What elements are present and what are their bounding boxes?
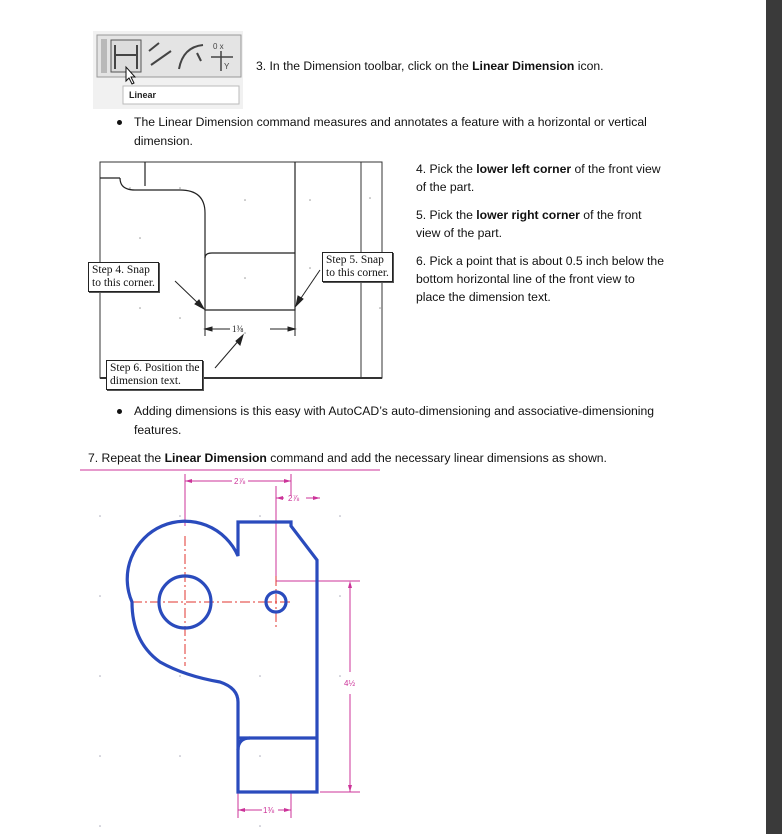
part-outline [127, 521, 317, 792]
figure1-dim-text: 1⅜ [232, 324, 244, 334]
step3-text: 3. In the Dimension toolbar, click on the Linear Dimension icon. [256, 59, 604, 73]
step6-line2: bottom horizontal line of the front view to [416, 272, 635, 286]
viewer-edge [766, 0, 782, 834]
bullet2-line2: features. [134, 423, 182, 437]
callout-step6 [106, 360, 203, 390]
bullet1-line2: dimension. [134, 134, 193, 148]
callout-step6-line1: Step 6. Position the [110, 362, 200, 374]
bullet-dot [117, 120, 122, 125]
step5-line1: 5. Pick the lower right corner of the front [416, 208, 642, 222]
dimension-lines [80, 470, 380, 818]
bullet-dot [117, 409, 122, 414]
step6-line1: 6. Pick a point that is about 0.5 inch below the [416, 254, 664, 268]
bullet1-line1: The Linear Dimension command measures and annotates a feature with a horizontal or vertical [134, 115, 647, 129]
dim-top-text: 2⅞ [234, 477, 246, 486]
step6-line3: place the dimension text. [416, 290, 551, 304]
dim-right-text: 4½ [344, 679, 356, 688]
callout-step5 [322, 252, 393, 282]
svg-text:Y: Y [224, 62, 230, 71]
svg-text:0 x: 0 x [213, 42, 224, 51]
dim-upper-text: 2⅞ [288, 494, 300, 503]
callout-step4 [88, 262, 159, 292]
figure-part-dimensions [80, 466, 400, 834]
step5-line2: view of the part. [416, 226, 503, 240]
step4-line2: of the part. [416, 180, 475, 194]
grid-dots [99, 515, 341, 827]
callout-step4-line1: Step 4. Snap [92, 264, 150, 276]
dimension-arrowheads [185, 479, 352, 812]
item7-text: 7. Repeat the Linear Dimension command and add the necessary linear dimensions as shown. [88, 451, 607, 465]
callout-step4-line2: to this corner. [92, 277, 155, 289]
linear-tooltip: Linear [129, 90, 157, 100]
dimension-toolbar-image [93, 31, 243, 109]
step4-line1: 4. Pick the lower left corner of the front view [416, 162, 661, 176]
callout-step5-line2: to this corner. [326, 267, 389, 279]
callout-step6-line2: dimension text. [110, 375, 181, 387]
dimension-toolbar-icons [93, 31, 243, 109]
bullet2-line1: Adding dimensions is this easy with AutoCAD’s auto-dimensioning and associative-dimensioning [134, 404, 655, 418]
dim-bottom-text: 1⅜ [263, 806, 275, 815]
callout-step5-line1: Step 5. Snap [326, 254, 384, 266]
